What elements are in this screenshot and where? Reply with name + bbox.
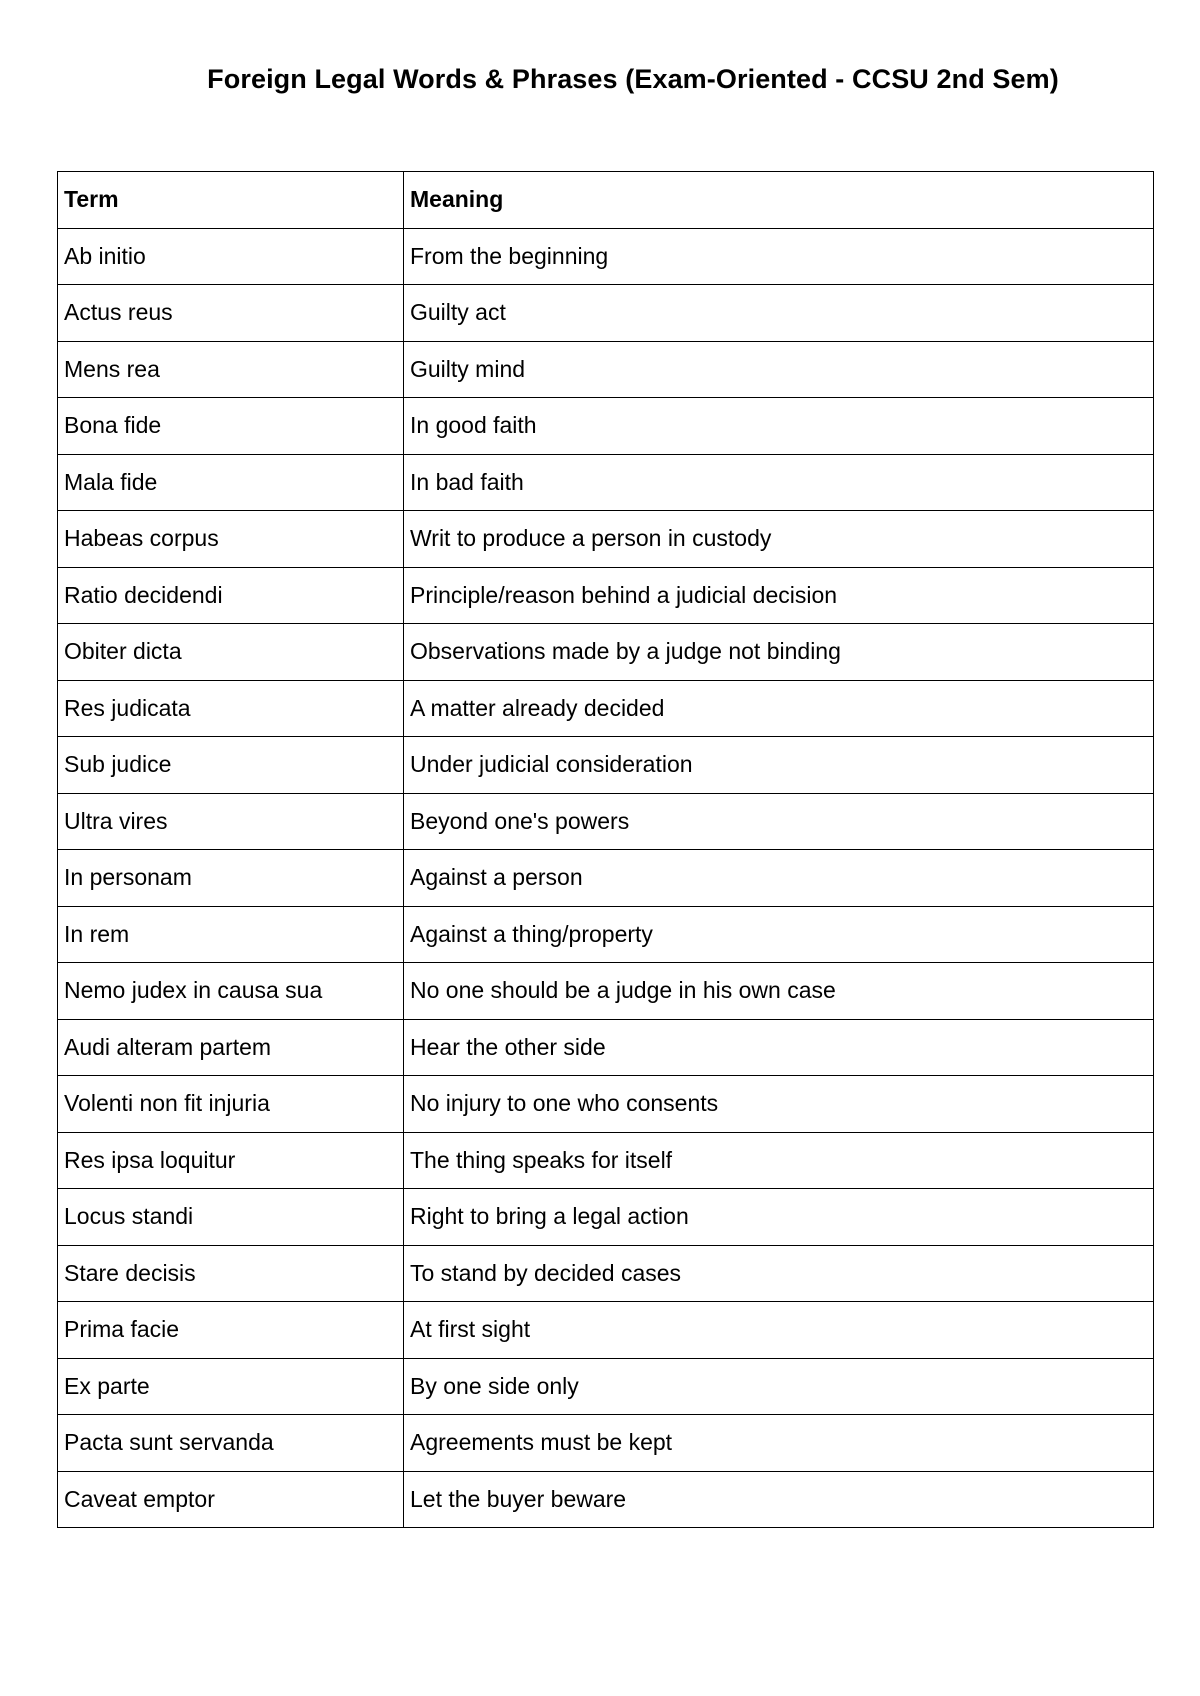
meaning-cell: By one side only (404, 1358, 1154, 1415)
term-cell: Audi alteram partem (58, 1019, 404, 1076)
term-cell: Locus standi (58, 1189, 404, 1246)
table-header-row (58, 172, 1154, 229)
term-cell: In personam (58, 850, 404, 907)
meaning-cell: The thing speaks for itself (404, 1132, 1154, 1189)
term-cell: Ultra vires (58, 793, 404, 850)
meaning-cell: Principle/reason behind a judicial decision (404, 567, 1154, 624)
meaning-cell: In good faith (404, 398, 1154, 455)
term-cell: Volenti non fit injuria (58, 1076, 404, 1133)
column-header-meaning: Meaning (404, 172, 1154, 229)
table-row (58, 1245, 1154, 1302)
term-cell: Caveat emptor (58, 1471, 404, 1528)
table-row (58, 228, 1154, 285)
table-row (58, 737, 1154, 794)
meaning-cell: Against a person (404, 850, 1154, 907)
term-cell: In rem (58, 906, 404, 963)
table-row (58, 793, 1154, 850)
meaning-cell: Agreements must be kept (404, 1415, 1154, 1472)
table-row (58, 850, 1154, 907)
table-row (58, 1019, 1154, 1076)
meaning-cell: Writ to produce a person in custody (404, 511, 1154, 568)
term-cell: Sub judice (58, 737, 404, 794)
meaning-cell: Under judicial consideration (404, 737, 1154, 794)
table-row (58, 1302, 1154, 1359)
meaning-cell: Against a thing/property (404, 906, 1154, 963)
meaning-cell: At first sight (404, 1302, 1154, 1359)
meaning-cell: Hear the other side (404, 1019, 1154, 1076)
term-cell: Pacta sunt servanda (58, 1415, 404, 1472)
table-row (58, 1415, 1154, 1472)
term-cell: Nemo judex in causa sua (58, 963, 404, 1020)
term-cell: Mala fide (58, 454, 404, 511)
term-cell: Ab initio (58, 228, 404, 285)
meaning-cell: Beyond one's powers (404, 793, 1154, 850)
meaning-cell: In bad faith (404, 454, 1154, 511)
table-row (58, 341, 1154, 398)
document-title: Foreign Legal Words & Phrases (Exam-Oriented - CCSU 2nd Sem) (207, 64, 1059, 94)
table-row (58, 680, 1154, 737)
meaning-cell: To stand by decided cases (404, 1245, 1154, 1302)
meaning-cell: Guilty act (404, 285, 1154, 342)
table-row (58, 1132, 1154, 1189)
meaning-cell: A matter already decided (404, 680, 1154, 737)
term-cell: Prima facie (58, 1302, 404, 1359)
term-cell: Res judicata (58, 680, 404, 737)
table-row (58, 454, 1154, 511)
table-row (58, 1358, 1154, 1415)
meaning-cell: No one should be a judge in his own case (404, 963, 1154, 1020)
table-row (58, 624, 1154, 681)
table-row (58, 1189, 1154, 1246)
term-cell: Bona fide (58, 398, 404, 455)
term-cell: Res ipsa loquitur (58, 1132, 404, 1189)
table-row (58, 963, 1154, 1020)
table-row (58, 398, 1154, 455)
meaning-cell: From the beginning (404, 228, 1154, 285)
table-row (58, 1471, 1154, 1528)
meaning-cell: Guilty mind (404, 341, 1154, 398)
table-body (58, 228, 1154, 1528)
terms-table (57, 171, 1154, 1528)
table-row (58, 906, 1154, 963)
term-cell: Ratio decidendi (58, 567, 404, 624)
table-row (58, 1076, 1154, 1133)
term-cell: Ex parte (58, 1358, 404, 1415)
term-cell: Habeas corpus (58, 511, 404, 568)
meaning-cell: Let the buyer beware (404, 1471, 1154, 1528)
table-row (58, 285, 1154, 342)
meaning-cell: Observations made by a judge not binding (404, 624, 1154, 681)
term-cell: Actus reus (58, 285, 404, 342)
term-cell: Stare decisis (58, 1245, 404, 1302)
meaning-cell: Right to bring a legal action (404, 1189, 1154, 1246)
term-cell: Obiter dicta (58, 624, 404, 681)
column-header-term: Term (58, 172, 404, 229)
table-row (58, 567, 1154, 624)
meaning-cell: No injury to one who consents (404, 1076, 1154, 1133)
table-row (58, 511, 1154, 568)
term-cell: Mens rea (58, 341, 404, 398)
